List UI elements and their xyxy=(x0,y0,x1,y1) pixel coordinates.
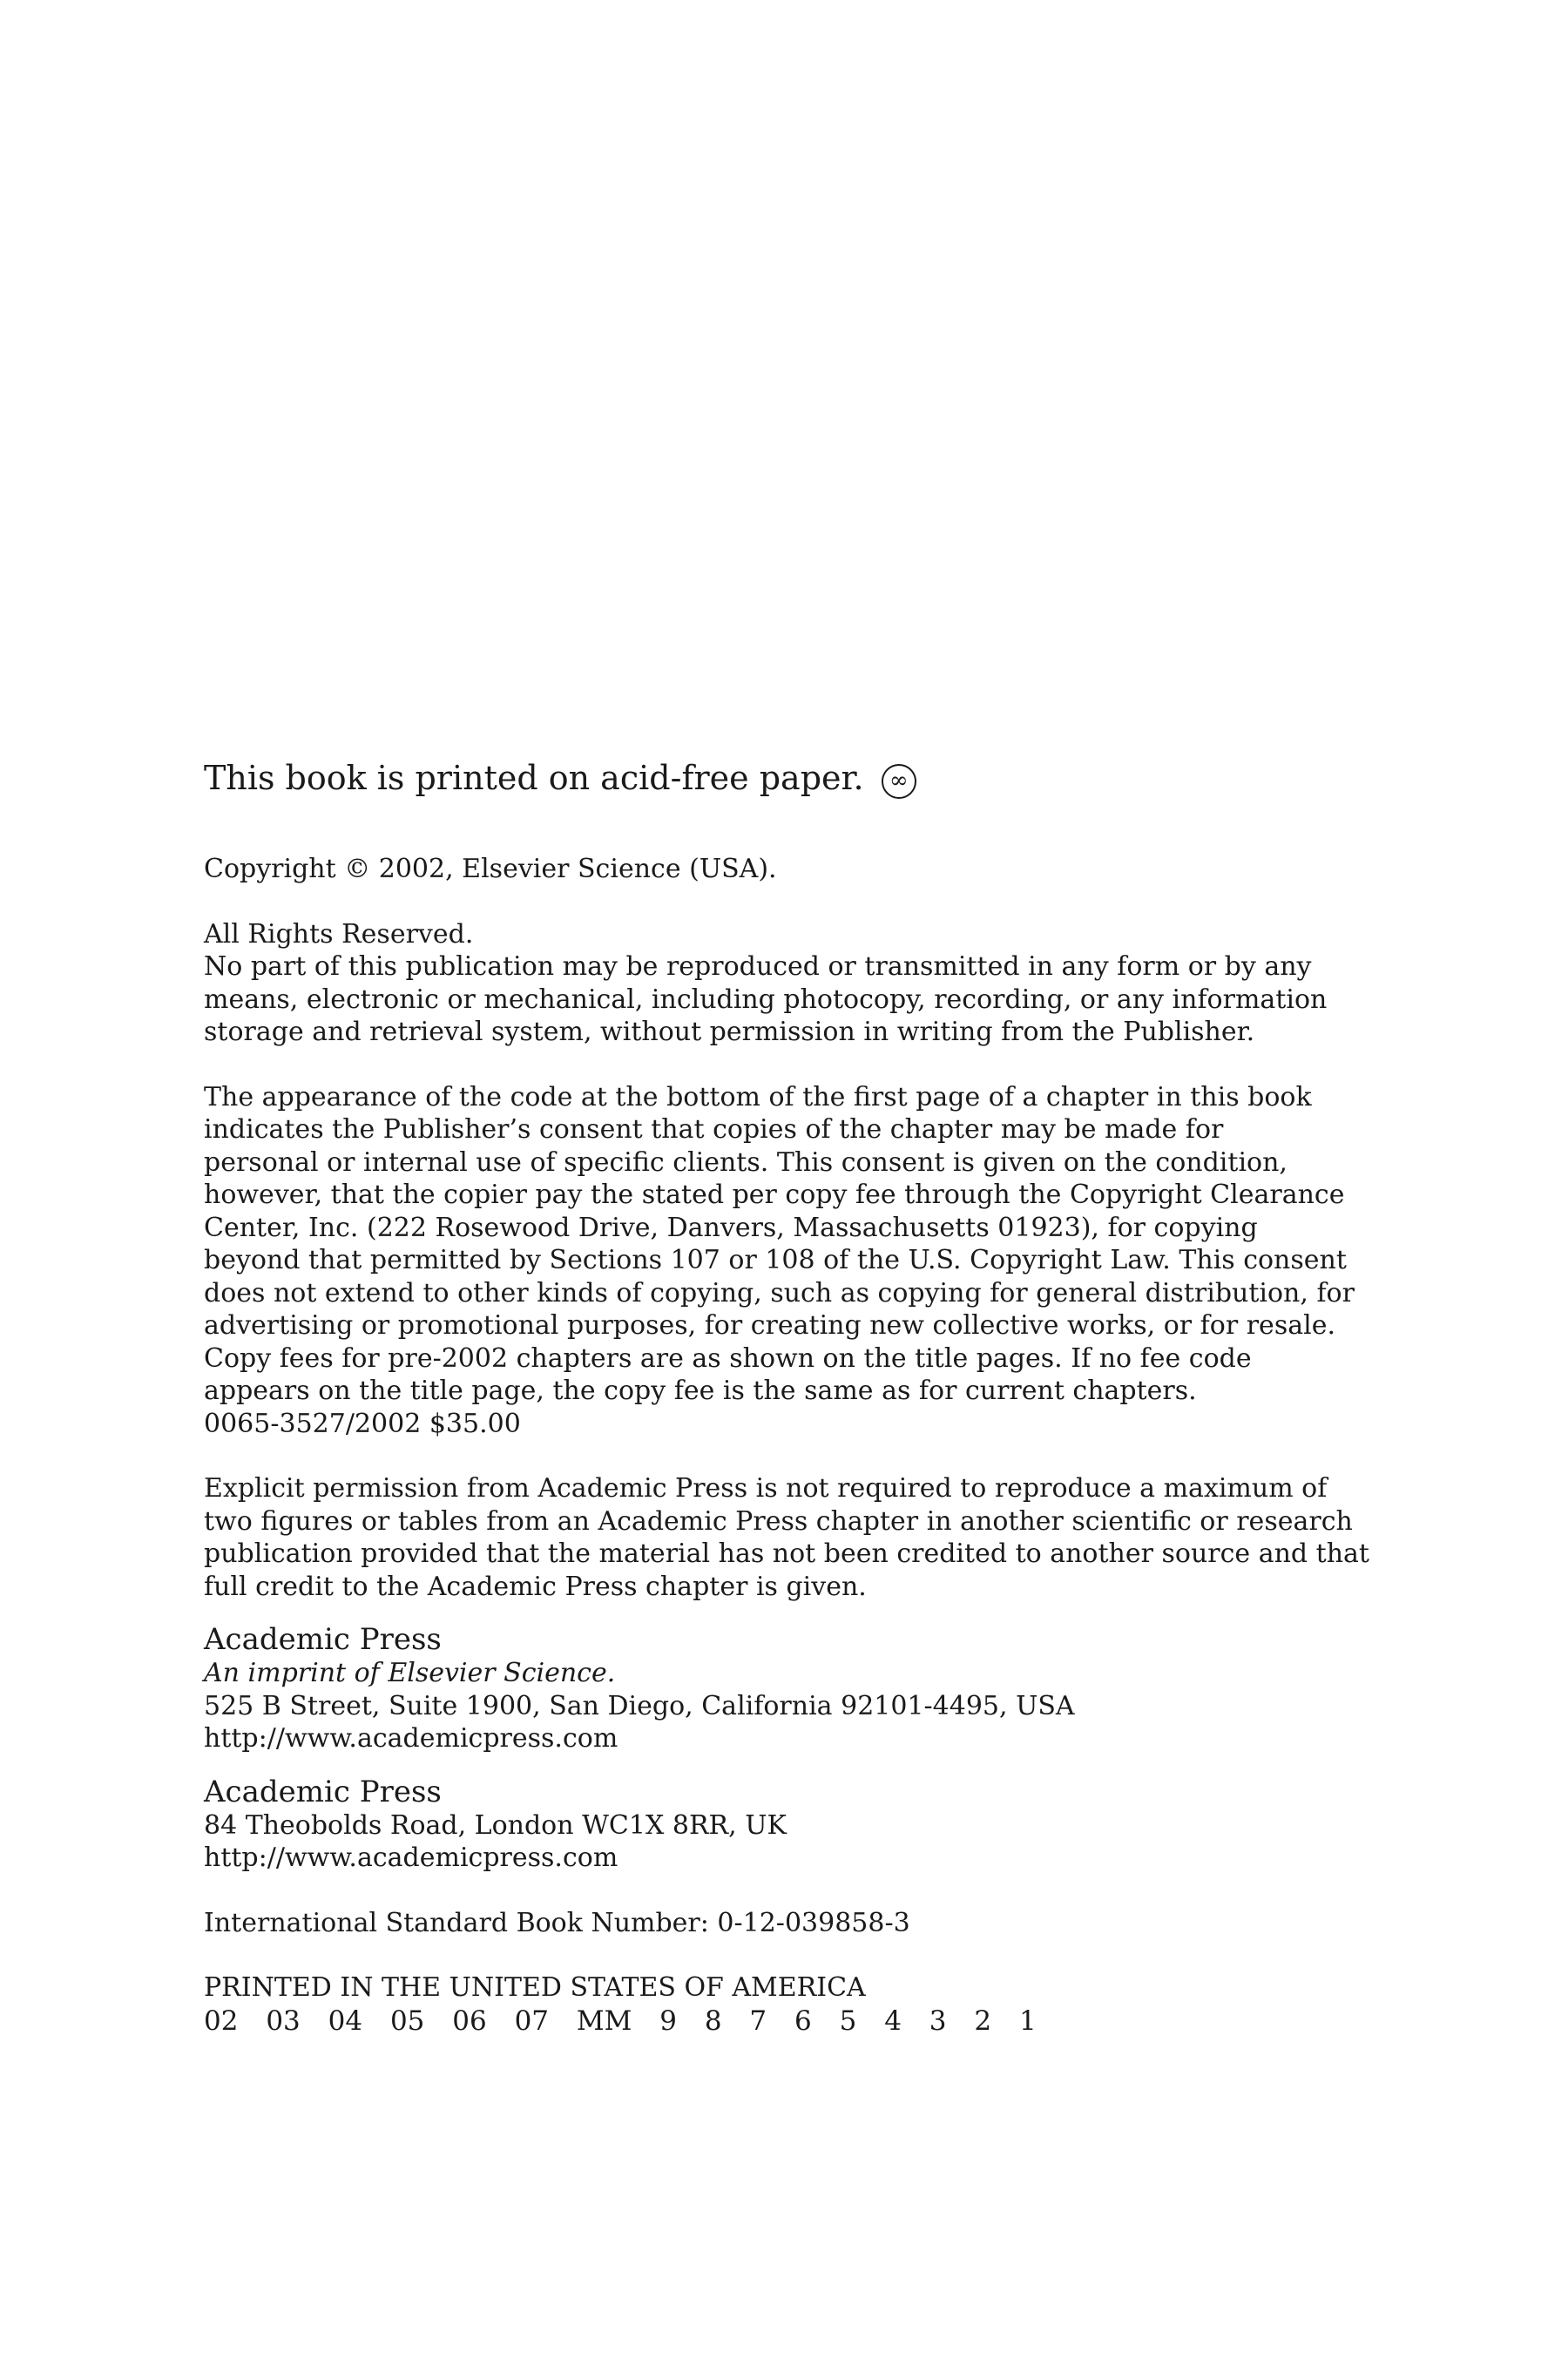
publisher-address: 525 B Street, Suite 1900, San Diego, California 92101-4495, USA xyxy=(204,1690,1075,1721)
print-key-item: 07 xyxy=(514,2005,550,2037)
consent-line: The appearance of the code at the bottom of the first page of a chapter in this book xyxy=(204,1081,1312,1112)
print-key-item: 06 xyxy=(452,2005,487,2037)
print-key-item: 03 xyxy=(266,2005,301,2037)
isbn: International Standard Book Number: 0-12-039858-3 xyxy=(204,1907,910,1938)
print-key-item: 3 xyxy=(929,2005,947,2037)
acid-free-statement xyxy=(204,758,1389,799)
print-key-item: 9 xyxy=(659,2005,677,2037)
permission-line: full credit to the Academic Press chapter is given. xyxy=(204,1571,867,1602)
publisher-us xyxy=(204,1622,1389,1755)
print-key-item: 6 xyxy=(794,2005,812,2037)
print-key-item: 4 xyxy=(884,2005,902,2037)
acid-free-text: This book is printed on acid-free paper. xyxy=(204,759,864,797)
print-key-item: 5 xyxy=(839,2005,857,2037)
rights-line: means, electronic or mechanical, including photocopy, recording, or any information xyxy=(204,984,1328,1015)
consent-block xyxy=(204,1081,1389,1441)
consent-line: however, that the copier pay the stated per copy fee through the Copyright Clearance xyxy=(204,1180,1345,1210)
rights-line: No part of this publication may be reproduced or transmitted in any form or by any xyxy=(204,951,1312,982)
print-key-item: 04 xyxy=(328,2005,363,2037)
publisher-url[interactable]: http://www.academicpress.com xyxy=(204,1723,618,1754)
copyright-notice: Copyright © 2002, Elsevier Science (USA). xyxy=(204,854,777,884)
permission-line: Explicit permission from Academic Press is not required to reproduce a maximum of xyxy=(204,1473,1328,1504)
consent-line: advertising or promotional purposes, for creating new collective works, or for resale. xyxy=(204,1310,1335,1341)
print-key-item: MM xyxy=(576,2005,632,2037)
permission-block xyxy=(204,1472,1389,1603)
infinity-icon: ∞ xyxy=(882,764,916,799)
permission-line: two figures or tables from an Academic Press chapter in another scientific or research xyxy=(204,1505,1353,1537)
print-key-item: 02 xyxy=(204,2005,239,2037)
copyright-page xyxy=(204,758,1389,2038)
print-key-item: 7 xyxy=(749,2005,767,2037)
print-key-item: 8 xyxy=(704,2005,722,2037)
publisher-url[interactable]: http://www.academicpress.com xyxy=(204,1843,618,1873)
publisher-address: 84 Theobolds Road, London WC1X 8RR, UK xyxy=(204,1809,787,1841)
rights-heading: All Rights Reserved. xyxy=(204,918,474,950)
permission-line: publication provided that the material has not been credited to another source and that xyxy=(204,1538,1369,1569)
publisher-name: Academic Press xyxy=(204,1774,442,1809)
fee-code: 0065-3527/2002 $35.00 xyxy=(204,1408,521,1439)
rights-block xyxy=(204,918,1389,1049)
consent-line: Center, Inc. (222 Rosewood Drive, Danvers, Massachusetts 01923), for copying xyxy=(204,1212,1258,1243)
print-key-item: 05 xyxy=(389,2005,425,2037)
consent-line: appears on the title page, the copy fee is the same as for current chapters. xyxy=(204,1376,1197,1406)
consent-line: Copy fees for pre-2002 chapters are as shown on the title pages. If no fee code xyxy=(204,1342,1252,1374)
publisher-name: Academic Press xyxy=(204,1622,442,1657)
consent-line: does not extend to other kinds of copying, such as copying for general distribution, for xyxy=(204,1277,1355,1308)
rights-line: storage and retrieval system, without permission in writing from the Publisher. xyxy=(204,1017,1255,1047)
consent-line: indicates the Publisher’s consent that copies of the chapter may be made for xyxy=(204,1114,1224,1145)
consent-line: beyond that permitted by Sections 107 or 108 of the U.S. Copyright Law. This consent xyxy=(204,1245,1347,1275)
consent-line: personal or internal use of specific clients. This consent is given on the condition, xyxy=(204,1146,1288,1178)
printer-key xyxy=(204,2005,1389,2038)
print-key-item: 2 xyxy=(974,2005,992,2037)
publisher-uk xyxy=(204,1775,1389,1875)
print-key-item: 1 xyxy=(1018,2005,1037,2037)
printed-in: PRINTED IN THE UNITED STATES OF AMERICA xyxy=(204,1972,866,2003)
publisher-imprint: An imprint of Elsevier Science. xyxy=(204,1658,616,1688)
